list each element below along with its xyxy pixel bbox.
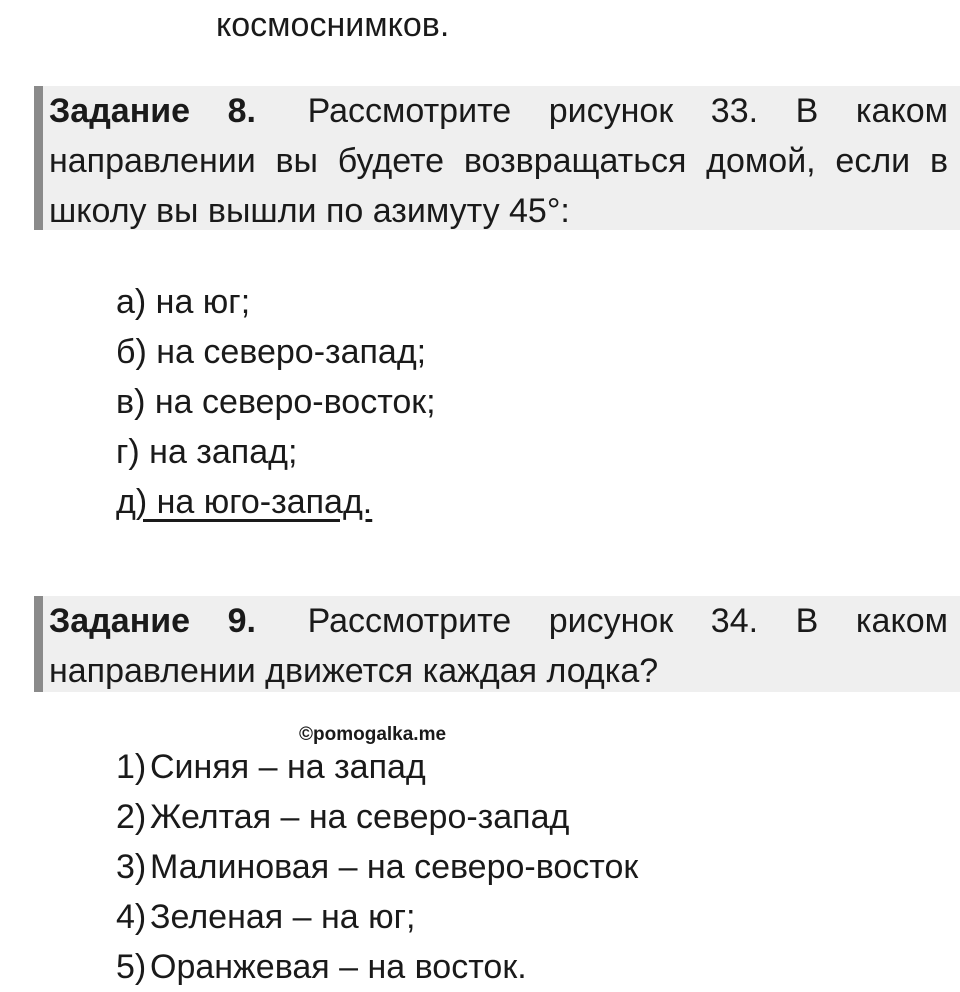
answer-number: 2)	[116, 798, 147, 836]
task-9-answers	[116, 742, 638, 992]
task-8-text: Рассмотрите рисунок 33. В каком направлении вы будете возвращаться домой, если в школу вы вышли по азимуту 45°:	[49, 92, 948, 230]
task-9-block	[34, 596, 960, 692]
option-d: г) на запад;	[116, 433, 298, 471]
answer-item	[116, 842, 638, 892]
watermark: ©pomogalka.me	[299, 724, 447, 745]
answer-number: 4)	[116, 898, 147, 936]
option-e-correct: д) на юго-запад.	[116, 483, 373, 521]
answer-item	[116, 942, 638, 992]
option-a: а) на юг;	[116, 283, 251, 321]
task-8-block	[34, 86, 960, 230]
answer-text: Зеленая – на юг;	[150, 898, 416, 936]
answer-text: Оранжевая – на восток.	[150, 948, 527, 986]
answer-number: 5)	[116, 948, 147, 986]
task-8-options	[116, 277, 436, 527]
option-c: в) на северо-восток;	[116, 383, 436, 421]
previous-text-fragment: космоснимков.	[216, 6, 450, 44]
answer-text: Желтая – на северо-запад	[150, 798, 570, 836]
answer-number: 3)	[116, 848, 147, 886]
answer-text: Малиновая – на северо-восток	[150, 848, 639, 886]
task-9-title: Задание 9.	[49, 602, 256, 640]
answer-item	[116, 892, 638, 942]
option-b: б) на северо-запад;	[116, 333, 427, 371]
task-8-title: Задание 8.	[49, 92, 256, 130]
answer-text: Синяя – на запад	[150, 748, 426, 786]
answer-number: 1)	[116, 748, 147, 786]
answer-item	[116, 792, 638, 842]
answer-item	[116, 742, 638, 792]
task-9-text: Рассмотрите рисунок 34. В каком направлении движется каждая лодка?	[49, 602, 948, 690]
